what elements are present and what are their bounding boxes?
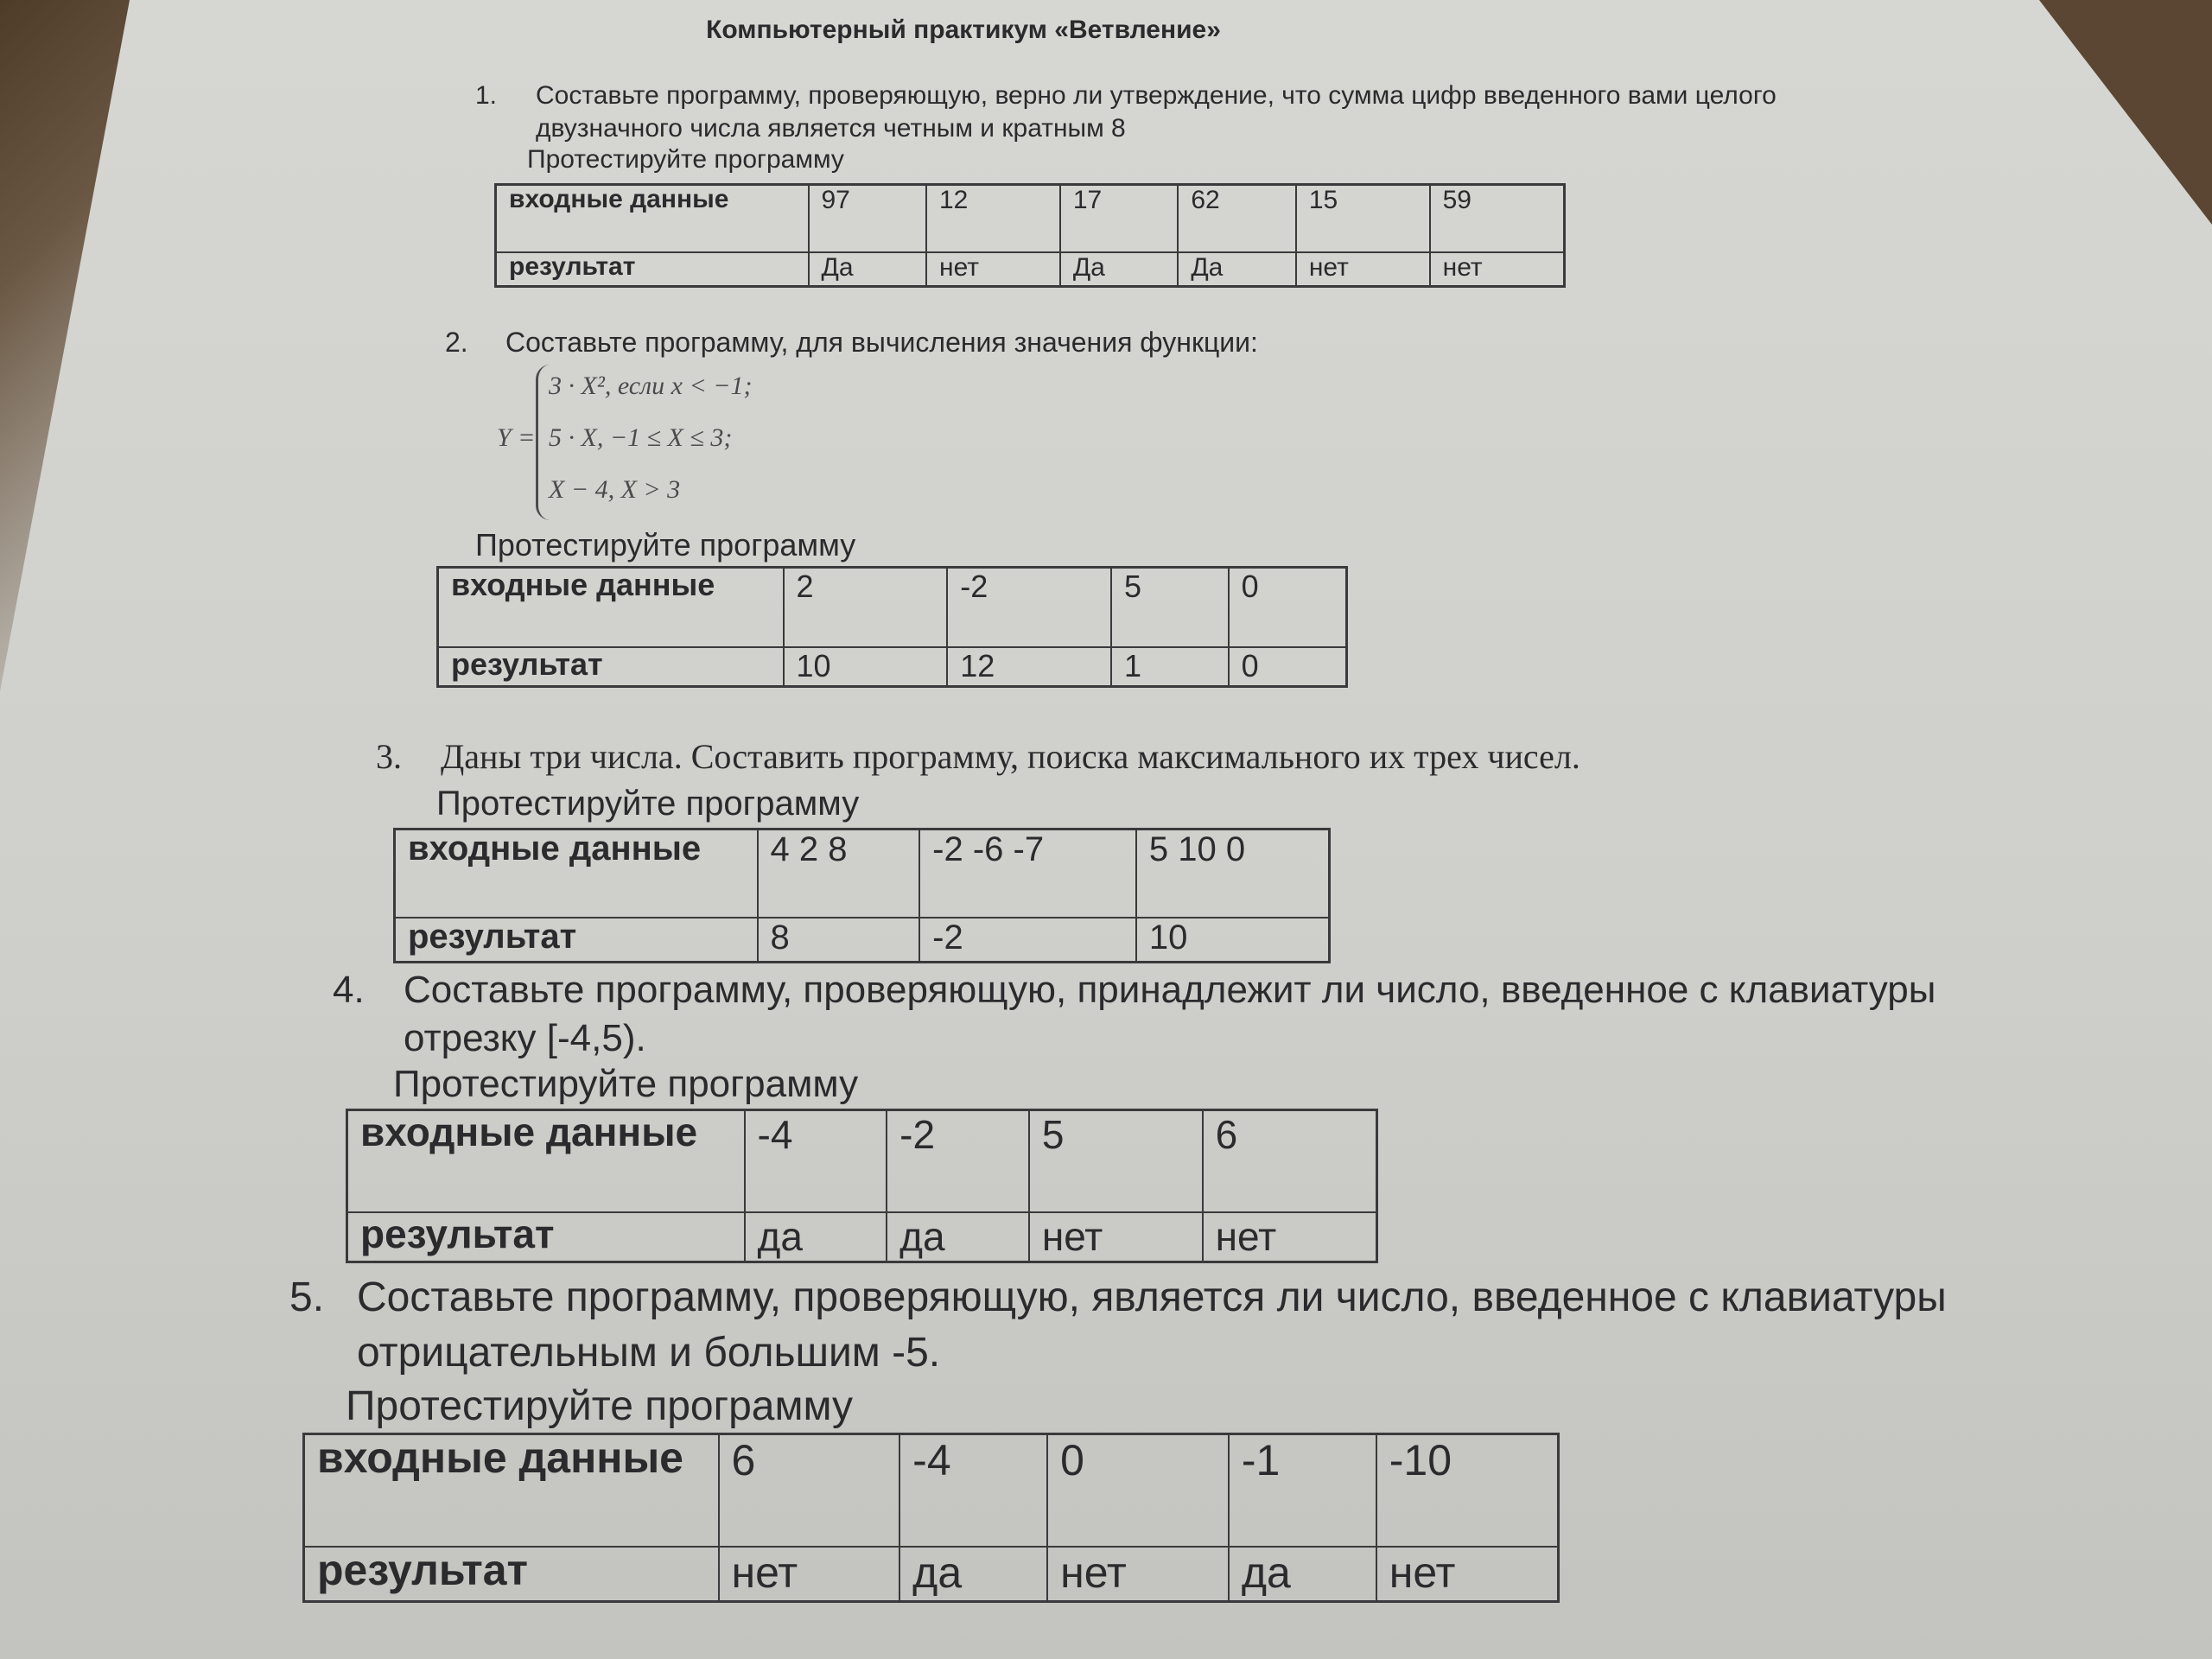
task-number: 4.: [333, 969, 365, 1011]
task-2: [445, 327, 1914, 359]
function-formula: [497, 365, 1015, 520]
row-header-result: результат: [438, 647, 784, 687]
result-cell: нет: [1029, 1212, 1203, 1262]
result-cell: 10: [1136, 918, 1330, 963]
input-cell: 0: [1229, 568, 1347, 647]
result-cell: 8: [758, 918, 920, 963]
result-cell: 12: [947, 647, 1111, 687]
row-header-input: входные данные: [496, 185, 809, 252]
task-number: 2.: [445, 327, 468, 358]
table-row: [395, 830, 1330, 918]
result-cell: да: [887, 1212, 1029, 1262]
task-text: Даны три числа. Составить программу, поиска максимального их трех чисел.: [441, 737, 1580, 776]
test-table-1: [494, 183, 1566, 288]
formula-case: 5 · X, −1 ≤ X ≤ 3;: [549, 423, 733, 452]
input-cell: -4: [899, 1434, 1047, 1547]
row-header-result: результат: [496, 252, 809, 287]
input-cell: 0: [1047, 1434, 1229, 1547]
input-cell: 97: [809, 185, 927, 252]
table-row: [304, 1547, 1559, 1602]
input-cell: 5: [1111, 568, 1229, 647]
table-row: [438, 647, 1347, 687]
table-row: [347, 1110, 1377, 1212]
row-header-result: результат: [304, 1547, 719, 1602]
input-cell: 17: [1060, 185, 1179, 252]
result-cell: 0: [1229, 647, 1347, 687]
task-text: Составьте программу, проверяющую, верно ли утверждение, что сумма цифр введенного вами целого двузначного числа является четным и кратным 8: [536, 81, 1777, 143]
input-cell: -1: [1229, 1434, 1376, 1547]
row-header-input: входные данные: [395, 830, 758, 918]
result-cell: да: [745, 1212, 887, 1262]
test-table-5: [302, 1433, 1560, 1603]
input-cell: -4: [745, 1110, 887, 1212]
test-caption: Протестируйте программу: [527, 145, 844, 174]
result-cell: нет: [719, 1547, 900, 1602]
input-cell: 5 10 0: [1136, 830, 1330, 918]
test-caption: Протестируйте программу: [393, 1063, 859, 1105]
test-table-2: [436, 566, 1348, 688]
table-row: [496, 185, 1565, 252]
task-text: Составьте программу, для вычисления значения функции:: [505, 327, 1258, 358]
task-3: [376, 736, 2018, 777]
task-text: Составьте программу, проверяющую, является ли число, введенное с клавиатуры отрицательным и большим -5.: [357, 1274, 1947, 1376]
task-number: 3.: [376, 737, 402, 776]
task-1: [475, 79, 1875, 145]
row-header-input: входные данные: [438, 568, 784, 647]
input-cell: 6: [1203, 1110, 1377, 1212]
formula-lhs: Y =: [497, 423, 536, 452]
test-table-4: [346, 1109, 1378, 1263]
task-number: 5.: [289, 1274, 325, 1320]
input-cell: -10: [1376, 1434, 1559, 1547]
result-cell: да: [899, 1547, 1047, 1602]
test-table-3: [393, 828, 1331, 963]
input-cell: 62: [1178, 185, 1296, 252]
table-row: [395, 918, 1330, 963]
document-title: Компьютерный практикум «Ветвление»: [706, 16, 1221, 44]
task-number: 1.: [475, 81, 498, 110]
input-cell: -2 -6 -7: [919, 830, 1136, 918]
result-cell: Да: [1178, 252, 1296, 287]
result-cell: нет: [926, 252, 1060, 287]
test-caption: Протестируйте программу: [346, 1383, 854, 1429]
table-row: [438, 568, 1347, 647]
result-cell: нет: [1376, 1547, 1559, 1602]
result-cell: -2: [919, 918, 1136, 963]
input-cell: 59: [1430, 185, 1565, 252]
row-header-result: результат: [395, 918, 758, 963]
row-header-input: входные данные: [304, 1434, 719, 1547]
result-cell: нет: [1047, 1547, 1229, 1602]
table-row: [496, 252, 1565, 287]
input-cell: -2: [947, 568, 1111, 647]
result-cell: 1: [1111, 647, 1229, 687]
input-cell: -2: [887, 1110, 1029, 1212]
input-cell: 12: [926, 185, 1060, 252]
row-header-input: входные данные: [347, 1110, 745, 1212]
result-cell: нет: [1430, 252, 1565, 287]
test-caption: Протестируйте программу: [436, 785, 860, 823]
formula-case: 3 · X², если x < −1;: [549, 372, 753, 400]
formula-case: X − 4, X > 3: [549, 475, 681, 504]
input-cell: 2: [784, 568, 948, 647]
test-caption: Протестируйте программу: [475, 527, 856, 563]
result-cell: да: [1229, 1547, 1376, 1602]
input-cell: 4 2 8: [758, 830, 920, 918]
input-cell: 15: [1296, 185, 1430, 252]
result-cell: 10: [784, 647, 948, 687]
result-cell: Да: [809, 252, 927, 287]
task-text: Составьте программу, проверяющую, принадлежит ли число, введенное с клавиатуры отрезку [-4,5).: [404, 969, 1936, 1059]
input-cell: 6: [719, 1434, 900, 1547]
result-cell: нет: [1203, 1212, 1377, 1262]
task-5: [289, 1270, 2190, 1381]
row-header-result: результат: [347, 1212, 745, 1262]
table-row: [347, 1212, 1377, 1262]
input-cell: 5: [1029, 1110, 1203, 1212]
result-cell: Да: [1060, 252, 1179, 287]
task-4: [333, 966, 1974, 1063]
table-row: [304, 1434, 1559, 1547]
result-cell: нет: [1296, 252, 1430, 287]
